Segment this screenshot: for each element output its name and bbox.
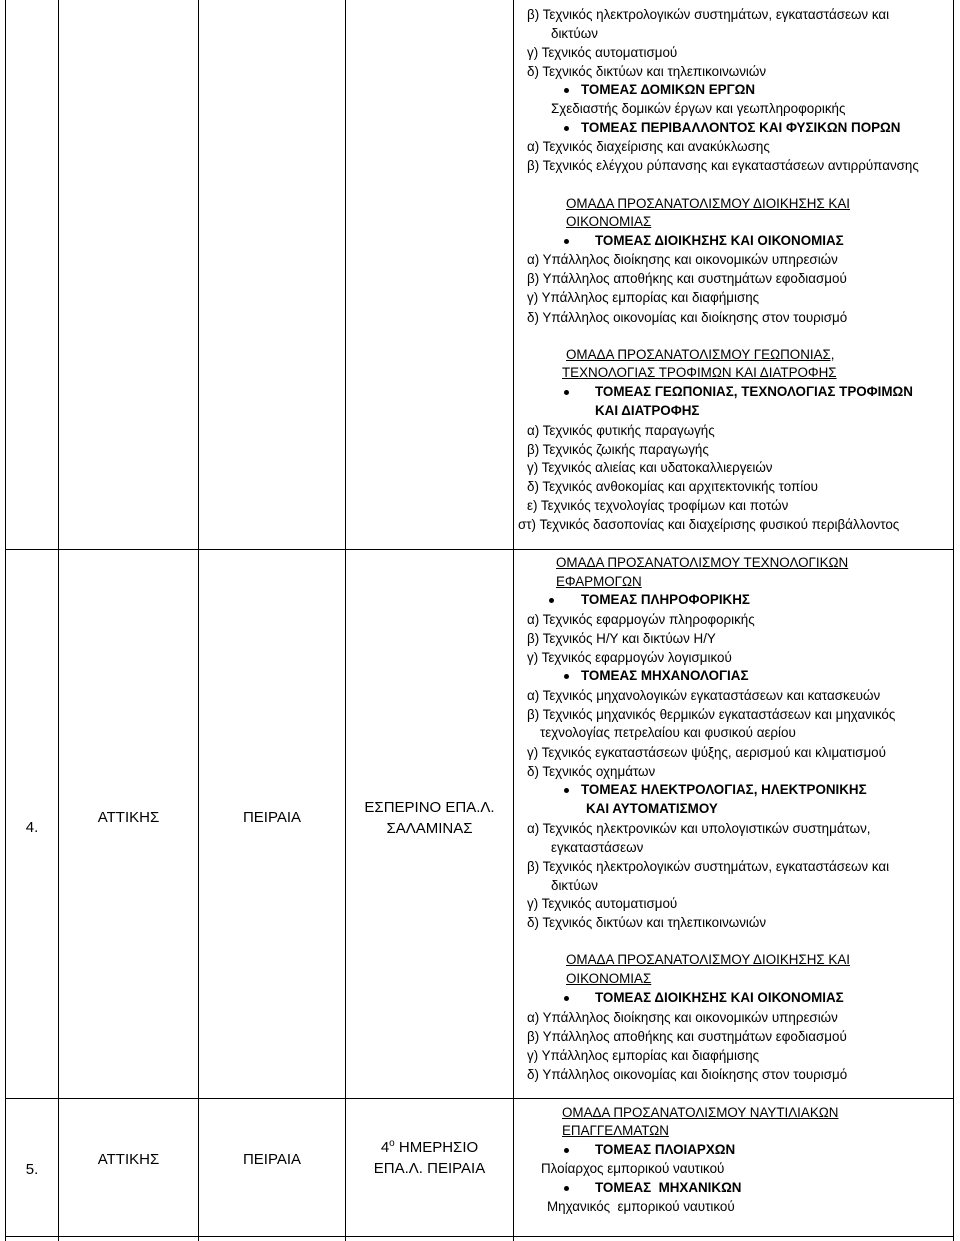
spec-line: α) Τεχνικός εφαρμογών πληροφορικής (527, 612, 755, 627)
cont-line: δικτύων (551, 26, 598, 41)
bullet-icon (564, 88, 569, 93)
sector-heading: ΤΟΜΕΑΣ ΠΛΟΙΑΡΧΩΝ (595, 1142, 736, 1157)
row4-region: ΑΤΤΙΚΗΣ (97, 809, 160, 826)
spec-line: β) Τεχνικός Η/Υ και δικτύων Η/Υ (527, 631, 716, 646)
cont-line: γ) Τεχνικός αλιείας και υδατοκαλλιεργειών (527, 460, 773, 475)
group-heading: ΟΜΑΔΑ ΠΡΟΣΑΝΑΤΟΛΙΣΜΟΥ ΤΕΧΝΟΛΟΓΙΚΩΝ (556, 555, 849, 570)
row5-school-number: 4 (380, 1139, 390, 1156)
spec-line: β) Τεχνικός ηλεκτρολογικών συστημάτων, εγκαταστάσεων και (527, 859, 890, 874)
group-heading: ΟΙΚΟΝΟΜΙΑΣ (566, 214, 652, 229)
spec-line: β) Υπάλληλος αποθήκης και συστημάτων εφοδιασμού (527, 1029, 847, 1044)
group-heading: ΕΦΑΡΜΟΓΩΝ (556, 574, 642, 589)
sector-heading: ΤΟΜΕΑΣ ΠΕΡΙΒΑΛΛΟΝΤΟΣ ΚΑΙ ΦΥΣΙΚΩΝ ΠΟΡΩΝ (581, 120, 901, 135)
row4-school (346, 797, 513, 839)
spec-line: α) Τεχνικός ηλεκτρονικών και υπολογιστικών συστημάτων, (527, 821, 871, 836)
bullet-icon (564, 126, 569, 131)
row-divider-4 (5, 549, 954, 550)
cont-line: β) Τεχνικός ηλεκτρολογικών συστημάτων, εγκαταστάσεων και (527, 7, 890, 22)
bullet-icon (564, 788, 569, 793)
row5-city: ΠΕΙΡΑΙΑ (242, 1151, 302, 1168)
cont-line: α) Τεχνικός διαχείρισης και ανακύκλωσης (527, 139, 770, 154)
spec-line: γ) Τεχνικός εγκαταστάσεων ψύξης, αερισμού και κλιματισμού (527, 745, 886, 760)
spec-line: τεχνολογίας πετρελαίου και φυσικού αερίου (540, 725, 796, 740)
group-heading: ΟΙΚΟΝΟΜΙΑΣ (566, 971, 652, 986)
spec-line: εγκαταστάσεων (551, 840, 644, 855)
group-heading: ΟΜΑΔΑ ΠΡΟΣΑΝΑΤΟΛΙΣΜΟΥ ΝΑΥΤΙΛΙΑΚΩΝ (562, 1105, 839, 1120)
sector-heading: ΤΟΜΕΑΣ ΔΙΟΙΚΗΣΗΣ ΚΑΙ ΟΙΚΟΝΟΜΙΑΣ (595, 990, 844, 1005)
row4-city: ΠΕΙΡΑΙΑ (242, 809, 302, 826)
spec-line: δ) Τεχνικός δικτύων και τηλεπικοινωνιών (527, 915, 767, 930)
row5-region: ΑΤΤΙΚΗΣ (97, 1151, 160, 1168)
cont-line: α) Υπάλληλος διοίκησης και οικονομικών υπηρεσιών (527, 252, 838, 267)
sector-heading: ΤΟΜΕΑΣ ΠΛΗΡΟΦΟΡΙΚΗΣ (581, 592, 750, 607)
bullet-icon (549, 598, 554, 603)
spec-line: Μηχανικός εμπορικού ναυτικού (547, 1199, 735, 1214)
row5-school-line1 (346, 1137, 513, 1158)
spec-line: γ) Τεχνικός εφαρμογών λογισμικού (527, 650, 732, 665)
cont-line: β) Τεχνικός ζωικής παραγωγής (527, 442, 709, 457)
row5-school-line2: ΕΠΑ.Λ. ΠΕΙΡΑΙΑ (373, 1160, 486, 1177)
col-divider-3 (345, 0, 346, 1241)
bullet-icon (564, 390, 569, 395)
row5-school (346, 1137, 513, 1179)
sector-heading: ΤΟΜΕΑΣ ΔΟΜΙΚΩΝ ΕΡΓΩΝ (581, 82, 756, 97)
sector-heading: ΚΑΙ ΑΥΤΟΜΑΤΙΣΜΟΥ (586, 801, 718, 816)
spec-line: γ) Τεχνικός αυτοματισμού (527, 896, 678, 911)
spec-line: γ) Υπάλληλος εμπορίας και διαφήμισης (527, 1048, 760, 1063)
row4-school-line2: ΣΑΛΑΜΙΝΑΣ (386, 820, 473, 837)
table-border-right (953, 0, 954, 1241)
row5-school-ordinal: ο (389, 1138, 395, 1149)
spec-line: α) Τεχνικός μηχανολογικών εγκαταστάσεων και κατασκευών (527, 688, 881, 703)
spec-line: Πλοίαρχος εμπορικού ναυτικού (541, 1161, 725, 1176)
col-divider-2 (198, 0, 199, 1241)
bullet-icon (564, 996, 569, 1001)
bullet-icon (564, 239, 569, 244)
sector-heading: ΤΟΜΕΑΣ ΜΗΧΑΝΙΚΩΝ (595, 1180, 742, 1195)
group-heading: ΟΜΑΔΑ ΠΡΟΣΑΝΑΤΟΛΙΣΜΟΥ ΓΕΩΠΟΝΙΑΣ, (566, 347, 835, 362)
group-heading: ΟΜΑΔΑ ΠΡΟΣΑΝΑΤΟΛΙΣΜΟΥ ΔΙΟΙΚΗΣΗΣ ΚΑΙ (566, 196, 850, 211)
spec-line: β) Τεχνικός μηχανικός θερμικών εγκαταστάσεων και μηχανικός (527, 707, 896, 722)
group-heading: ΟΜΑΔΑ ΠΡΟΣΑΝΑΤΟΛΙΣΜΟΥ ΔΙΟΙΚΗΣΗΣ ΚΑΙ (566, 952, 850, 967)
cont-line: γ) Τεχνικός αυτοματισμού (527, 45, 678, 60)
cont-line: γ) Υπάλληλος εμπορίας και διαφήμισης (527, 290, 760, 305)
sector-heading: ΤΟΜΕΑΣ ΔΙΟΙΚΗΣΗΣ ΚΑΙ ΟΙΚΟΝΟΜΙΑΣ (595, 233, 844, 248)
spec-line: α) Υπάλληλος διοίκησης και οικονομικών υπηρεσιών (527, 1010, 838, 1025)
cont-line: α) Τεχνικός φυτικής παραγωγής (527, 423, 715, 438)
sector-heading: ΤΟΜΕΑΣ ΓΕΩΠΟΝΙΑΣ, ΤΕΧΝΟΛΟΓΙΑΣ ΤΡΟΦΙΜΩΝ (595, 384, 913, 399)
row5-number: 5. (25, 1161, 39, 1178)
table-border-left (5, 0, 6, 1241)
spec-line: δ) Υπάλληλος οικονομίας και διοίκησης στον τουρισμό (527, 1067, 848, 1082)
spec-line: δ) Τεχνικός οχημάτων (527, 764, 656, 779)
col-divider-1 (58, 0, 59, 1241)
bullet-icon (564, 1186, 569, 1191)
cont-line: Σχεδιαστής δομικών έργων και γεωπληροφορικής (551, 101, 846, 116)
sector-heading: ΚΑΙ ΔΙΑΤΡΟΦΗΣ (595, 403, 700, 418)
sector-heading: ΤΟΜΕΑΣ ΗΛΕΚΤΡΟΛΟΓΙΑΣ, ΗΛΕΚΤΡΟΝΙΚΗΣ (581, 782, 867, 797)
row4-number: 4. (25, 819, 39, 836)
cont-line: δ) Υπάλληλος οικονομίας και διοίκησης στον τουρισμό (527, 310, 848, 325)
cont-line: δ) Τεχνικός ανθοκομίας και αρχιτεκτονικής τοπίου (527, 479, 818, 494)
row4-school-line1: ΕΣΠΕΡΙΝΟ ΕΠΑ.Λ. (364, 799, 495, 816)
cont-line: β) Τεχνικός ελέγχου ρύπανσης και εγκαταστάσεων αντιρρύπανσης (527, 158, 919, 173)
group-heading: ΤΕΧΝΟΛΟΓΙΑΣ ΤΡΟΦΙΜΩΝ ΚΑΙ ΔΙΑΤΡΟΦΗΣ (562, 365, 837, 380)
row5-school-type: ΗΜΕΡΗΣΙΟ (394, 1139, 479, 1156)
bullet-icon (564, 1148, 569, 1153)
cont-line: ε) Τεχνικός τεχνολογίας τροφίμων και ποτών (527, 498, 789, 513)
group-heading: ΕΠΑΓΓΕΛΜΑΤΩΝ (562, 1123, 669, 1138)
spec-line: δικτύων (551, 878, 598, 893)
row-divider-5 (5, 1098, 954, 1099)
cont-line: στ) Τεχνικός δασοπονίας και διαχείρισης φυσικού περιβάλλοντος (518, 517, 900, 532)
col-divider-4 (513, 0, 514, 1241)
bullet-icon (564, 674, 569, 679)
cont-line: δ) Τεχνικός δικτύων και τηλεπικοινωνιών (527, 64, 767, 79)
cont-line: β) Υπάλληλος αποθήκης και συστημάτων εφοδιασμού (527, 271, 847, 286)
table-border-bottom (5, 1236, 954, 1237)
sector-heading: ΤΟΜΕΑΣ ΜΗΧΑΝΟΛΟΓΙΑΣ (581, 668, 749, 683)
